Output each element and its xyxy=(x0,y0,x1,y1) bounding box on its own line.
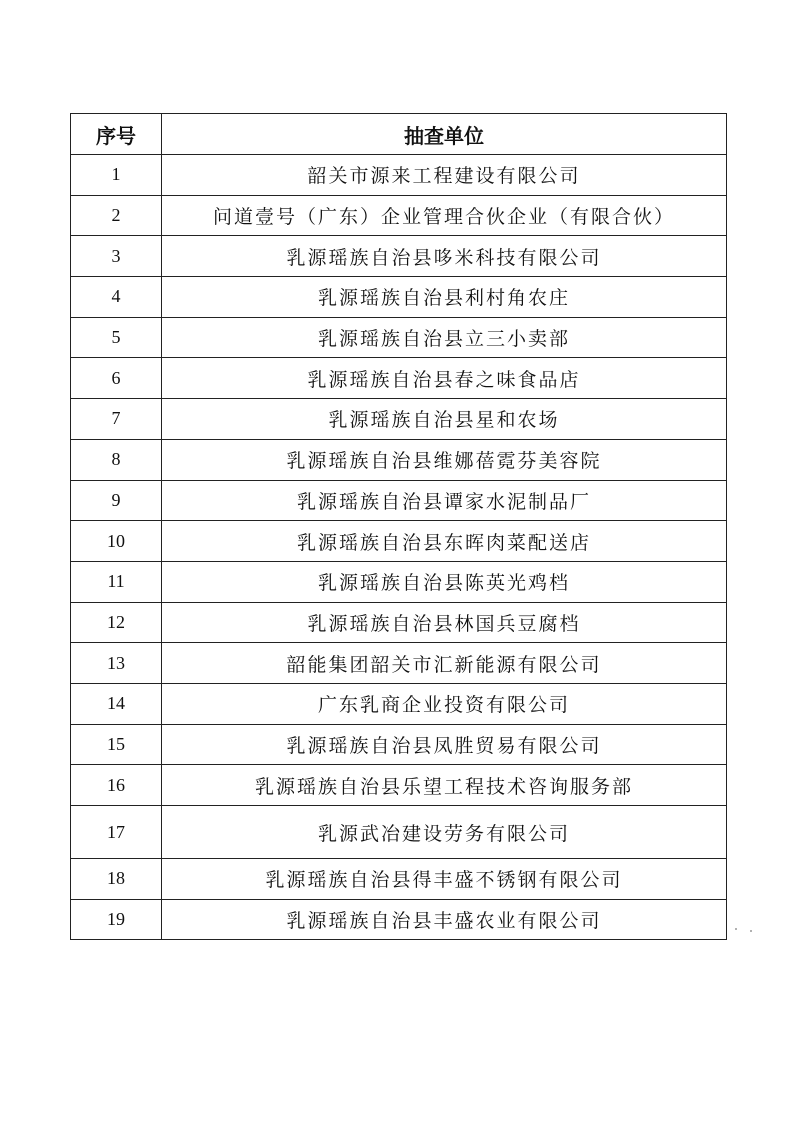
table-row xyxy=(71,806,727,859)
row-number: 10 xyxy=(71,521,162,562)
header-inspected-unit: 抽查单位 xyxy=(162,114,727,155)
table-row xyxy=(71,480,727,521)
row-number: 18 xyxy=(71,859,162,900)
row-number: 13 xyxy=(71,643,162,684)
row-unit-name: 韶能集团韶关市汇新能源有限公司 xyxy=(162,643,727,684)
table-row xyxy=(71,899,727,940)
row-number: 15 xyxy=(71,724,162,765)
row-number: 14 xyxy=(71,683,162,724)
row-unit-name: 乳源瑶族自治县哆米科技有限公司 xyxy=(162,236,727,277)
row-unit-name: 韶关市源来工程建设有限公司 xyxy=(162,155,727,196)
scan-speck xyxy=(750,930,752,932)
inspection-table xyxy=(70,113,727,940)
row-unit-name: 乳源瑶族自治县林国兵豆腐档 xyxy=(162,602,727,643)
row-unit-name: 乳源瑶族自治县星和农场 xyxy=(162,399,727,440)
row-number: 11 xyxy=(71,561,162,602)
scan-speck xyxy=(735,928,737,930)
row-unit-name: 问道壹号（广东）企业管理合伙企业（有限合伙） xyxy=(162,195,727,236)
table-row xyxy=(71,859,727,900)
row-number: 8 xyxy=(71,439,162,480)
table-row xyxy=(71,561,727,602)
table-row xyxy=(71,521,727,562)
row-unit-name: 乳源瑶族自治县乐望工程技术咨询服务部 xyxy=(162,765,727,806)
table-row xyxy=(71,236,727,277)
row-unit-name: 乳源武冶建设劳务有限公司 xyxy=(162,806,727,859)
table-header-row xyxy=(71,114,727,155)
row-unit-name: 乳源瑶族自治县得丰盛不锈钢有限公司 xyxy=(162,859,727,900)
row-unit-name: 乳源瑶族自治县东晖肉菜配送店 xyxy=(162,521,727,562)
inspection-table-wrapper xyxy=(70,113,726,940)
row-number: 12 xyxy=(71,602,162,643)
row-unit-name: 乳源瑶族自治县谭家水泥制品厂 xyxy=(162,480,727,521)
table-row xyxy=(71,439,727,480)
row-unit-name: 广东乳商企业投资有限公司 xyxy=(162,683,727,724)
row-number: 17 xyxy=(71,806,162,859)
table-row xyxy=(71,155,727,196)
row-number: 3 xyxy=(71,236,162,277)
row-number: 16 xyxy=(71,765,162,806)
table-row xyxy=(71,277,727,318)
row-unit-name: 乳源瑶族自治县维娜蓓霓芬美容院 xyxy=(162,439,727,480)
row-unit-name: 乳源瑶族自治县春之味食品店 xyxy=(162,358,727,399)
row-number: 1 xyxy=(71,155,162,196)
row-unit-name: 乳源瑶族自治县立三小卖部 xyxy=(162,317,727,358)
table-row xyxy=(71,643,727,684)
row-unit-name: 乳源瑶族自治县丰盛农业有限公司 xyxy=(162,899,727,940)
row-number: 5 xyxy=(71,317,162,358)
row-number: 2 xyxy=(71,195,162,236)
row-number: 4 xyxy=(71,277,162,318)
row-unit-name: 乳源瑶族自治县利村角农庄 xyxy=(162,277,727,318)
table-row xyxy=(71,765,727,806)
row-unit-name: 乳源瑶族自治县凤胜贸易有限公司 xyxy=(162,724,727,765)
row-number: 19 xyxy=(71,899,162,940)
table-row xyxy=(71,195,727,236)
table-row xyxy=(71,317,727,358)
table-row xyxy=(71,724,727,765)
table-row xyxy=(71,602,727,643)
row-number: 6 xyxy=(71,358,162,399)
table-row xyxy=(71,358,727,399)
table-body xyxy=(71,155,727,940)
header-serial-number: 序号 xyxy=(71,114,162,155)
row-number: 7 xyxy=(71,399,162,440)
table-row xyxy=(71,399,727,440)
table-row xyxy=(71,683,727,724)
row-unit-name: 乳源瑶族自治县陈英光鸡档 xyxy=(162,561,727,602)
row-number: 9 xyxy=(71,480,162,521)
